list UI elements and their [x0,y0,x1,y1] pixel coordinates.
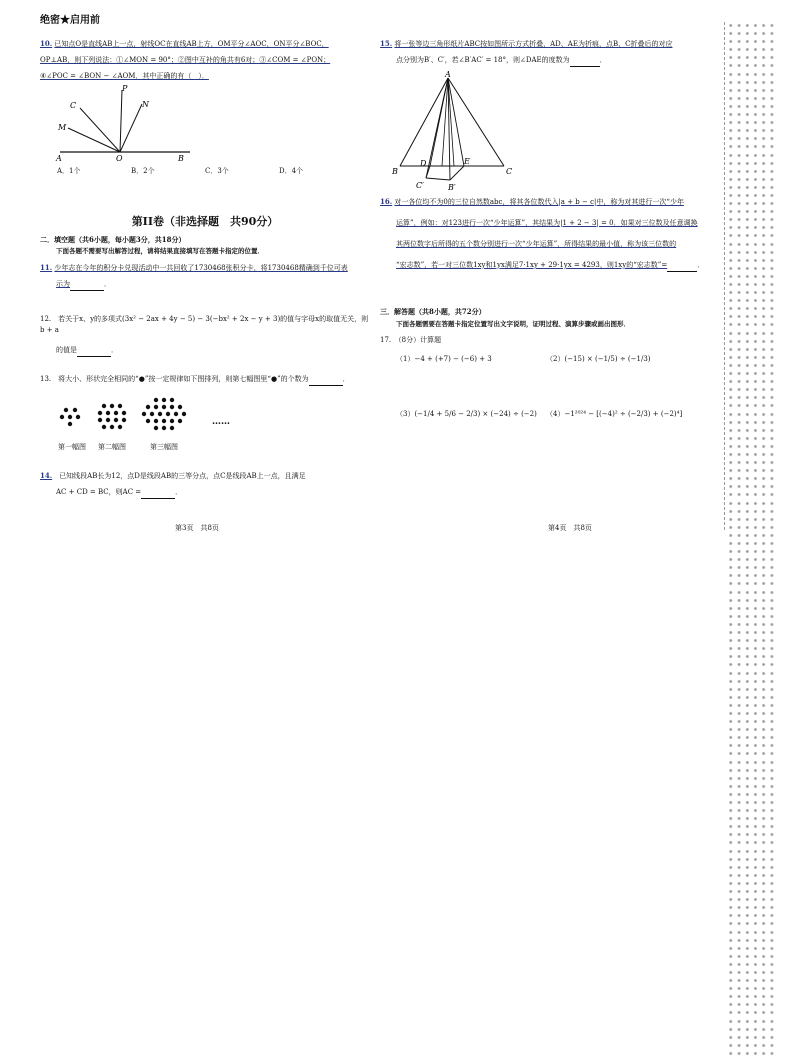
q10-options [57,166,357,177]
binding-strip-row: ❋ ❋ ❋ ❋ ❋ ❋ ❋ ❋ ❋ ❋ ❋ ❋ [729,135,775,151]
binding-strip-row: ❋ ❋ ❋ ❋ ❋ ❋ ❋ ❋ ❋ ❋ ❋ ❋ [729,297,775,313]
binding-strip-row: ❋ ❋ ❋ ❋ ❋ ❋ ❋ ❋ ❋ ❋ ❋ ❋ [729,361,775,378]
binding-strip-row: ❋ ❋ ❋ ❋ ❋ ❋ ❋ ❋ ❋ ❋ ❋ ❋ [729,426,775,442]
q14-number: 14. [40,471,53,480]
q17-part4: （4）−1²⁰²⁴ − [(−4)² ÷ (−2/3) + (−2)⁴] [546,410,683,418]
q12-line1: 若关于x、y的多项式(3x² − 2ax + 4y − 5) − 3(−bx² + 2x − y + 3)的值与字母x的取值无关，则b + a [40,315,369,334]
binding-strip-row: ❋ ❋ ❋ ❋ ❋ ❋ ❋ ❋ ❋ ❋ ❋ ❋ [729,216,775,232]
q17-title: （8分）计算题 [398,336,442,344]
q16-line1: 对一各位均不为0的三位自然数abc，将其各位数代入|a + b − c|中，称为对其进行一次“少年 [394,198,684,206]
fill-in-section-note: 下面各题不需要写出解答过程，请将结果直接填写在答题卡指定的位置． [56,247,264,255]
binding-strip-row: ❋ ❋ ❋ ❋ ❋ ❋ ❋ ❋ ❋ ❋ ❋ ❋ [729,993,775,1009]
q10-option-b[interactable]: B．2个 [131,167,155,175]
q11-line2: 示为 [56,280,70,288]
label-E: E [464,157,470,166]
binding-strip-row: ❋ ❋ ❋ ❋ ❋ ❋ ❋ ❋ ❋ ❋ ❋ ❋ [729,620,775,637]
left-page-footer: 第3页 共8页 [175,524,219,532]
binding-strip-row: ❋ ❋ ❋ ❋ ❋ ❋ ❋ ❋ ❋ ❋ ❋ ❋ [729,167,775,183]
binding-strip-row: ❋ ❋ ❋ ❋ ❋ ❋ ❋ ❋ ❋ ❋ ❋ ❋ [729,200,775,216]
q17-part3: （3）(−1/4 + 5/6 − 2/3) × (−24) ÷ (−2) [396,410,537,418]
part2-title: 第II卷（非选择题 共90分） [131,215,279,228]
binding-strip-row: ❋ ❋ ❋ ❋ ❋ ❋ ❋ ❋ ❋ ❋ ❋ ❋ [729,329,775,345]
binding-strip-row: ❋ ❋ ❋ ❋ ❋ ❋ ❋ ❋ ❋ ❋ ❋ ❋ [729,1041,775,1057]
q10-option-a[interactable]: A．1个 [57,167,81,175]
q16-line4: “宏志数”，若一对三位数1xy和1yx满足7·1xy + 29·1yx = 4293，则1xy的“宏志数”= [396,261,668,269]
binding-strip-row: ❋ ❋ ❋ ❋ ❋ ❋ ❋ ❋ ❋ ❋ ❋ ❋ [729,734,775,750]
binding-strip-row: ❋ ❋ ❋ ❋ ❋ ❋ ❋ ❋ ❋ ❋ ❋ ❋ [729,653,775,669]
question-12: 12. 若关于x、y的多项式(3x² − 2ax + 4y − 5) − 3(−bx² + 2x − y + 3)的值与字母x的取值无关，则b + a 的值是 ． [40,314,370,357]
binding-strip-row: ❋ ❋ ❋ ❋ ❋ ❋ ❋ ❋ ❋ ❋ ❋ ❋ [729,523,775,539]
solve-section-heading: 三．解答题（共8小题，共72分） [380,307,486,316]
q13-figure-3 [142,398,186,430]
question-10 [40,38,370,82]
label-N: N [142,100,149,109]
binding-strip-row: ❋ ❋ ❋ ❋ ❋ ❋ ❋ ❋ ❋ ❋ ❋ ❋ [729,378,775,394]
q14-line2: AC + CD = BC，则AC = [56,488,142,496]
label-M: M [58,123,67,132]
label-C-prime: C′ [416,181,424,190]
q10-option-c[interactable]: C．3个 [205,167,229,175]
binding-strip-row: ❋ ❋ ❋ ❋ ❋ ❋ ❋ ❋ ❋ ❋ ❋ ❋ [729,410,775,426]
q14-line1: 已知线段AB长为12，点D是线段AB的三等分点，点C是线段AB上一点，且满足 [59,472,306,480]
binding-strip-row: ❋ ❋ ❋ ❋ ❋ ❋ ❋ ❋ ❋ ❋ ❋ ❋ [729,264,775,280]
binding-strip-row: ❋ ❋ ❋ ❋ ❋ ❋ ❋ ❋ ❋ ❋ ❋ ❋ [729,718,775,734]
binding-strip-row: ❋ ❋ ❋ ❋ ❋ ❋ ❋ ❋ ❋ ❋ ❋ ❋ [729,86,775,102]
q13-answer-blank[interactable] [309,374,343,386]
solve-section-note: 下面各题需要在答题卡指定位置写出文字说明，证明过程、演算步骤或画出图形． [396,320,630,328]
binding-strip-row: ❋ ❋ ❋ ❋ ❋ ❋ ❋ ❋ ❋ ❋ ❋ ❋ [729,944,775,960]
question-11: 11. 少年志在今年的积分卡兑现活动中一共回收了1730468张积分卡，将1730468精确到千位可表 示为 ． [40,262,370,291]
q15-line2: 点分别为B′、C′，若∠B′AC′ = 18°，则∠DAE的度数为 [396,56,570,64]
binding-strip-row: ❋ ❋ ❋ ❋ ❋ ❋ ❋ ❋ ❋ ❋ ❋ ❋ [729,491,775,507]
binding-strip-row: ❋ ❋ ❋ ❋ ❋ ❋ ❋ ❋ ❋ ❋ ❋ ❋ [729,685,775,701]
binding-strip-row: ❋ ❋ ❋ ❋ ❋ ❋ ❋ ❋ ❋ ❋ ❋ ❋ [729,701,775,717]
binding-strip-row: ❋ ❋ ❋ ❋ ❋ ❋ ❋ ❋ ❋ ❋ ❋ ❋ [729,960,775,976]
binding-strip-row: ❋ ❋ ❋ ❋ ❋ ❋ ❋ ❋ ❋ ❋ ❋ ❋ [729,977,775,993]
q15-answer-blank[interactable] [570,55,600,67]
q13-number: 13. [40,375,52,383]
binding-strip-row: ❋ ❋ ❋ ❋ ❋ ❋ ❋ ❋ ❋ ❋ ❋ ❋ [729,604,775,620]
label-C: C [506,167,513,176]
binding-strip-row: ❋ ❋ ❋ ❋ ❋ ❋ ❋ ❋ ❋ ❋ ❋ ❋ [729,232,775,248]
q13-caption-1: 第一幅图 [58,443,86,451]
q10-option-d[interactable]: D．4个 [279,167,304,175]
binding-strip-row: ❋ ❋ ❋ ❋ ❋ ❋ ❋ ❋ ❋ ❋ ❋ ❋ [729,879,775,896]
binding-strip-row: ❋ ❋ ❋ ❋ ❋ ❋ ❋ ❋ ❋ ❋ ❋ ❋ [729,183,775,199]
binding-strip-row: ❋ ❋ ❋ ❋ ❋ ❋ ❋ ❋ ❋ ❋ ❋ ❋ [729,912,775,928]
q16-answer-blank[interactable] [667,259,697,272]
q13-line1: 将大小、形状完全相同的“●”按一定规律如下图排列，则第七幅图里“●”的个数为 [58,375,309,383]
q13-ellipsis: …… [212,417,230,427]
confidential-header: 绝密★启用前 [40,15,100,26]
binding-strip-row: ❋ ❋ ❋ ❋ ❋ ❋ ❋ ❋ ❋ ❋ ❋ ❋ [729,345,775,361]
binding-strip-row: ❋ ❋ ❋ ❋ ❋ ❋ ❋ ❋ ❋ ❋ ❋ ❋ [729,815,775,831]
binding-strip-row: ❋ ❋ ❋ ❋ ❋ ❋ ❋ ❋ ❋ ❋ ❋ ❋ [729,394,775,410]
q10-angle-figure [50,82,200,164]
binding-strip-row: ❋ ❋ ❋ ❋ ❋ ❋ ❋ ❋ ❋ ❋ ❋ ❋ [729,119,775,135]
binding-strip-row: ❋ ❋ ❋ ❋ ❋ ❋ ❋ ❋ ❋ ❋ ❋ ❋ [729,556,775,572]
label-C: C [70,101,77,110]
q17-part2: （2）(−15) × (−1/5) ÷ (−1/3) [546,355,651,363]
binding-strip-row: ❋ ❋ ❋ ❋ ❋ ❋ ❋ ❋ ❋ ❋ ❋ ❋ [729,459,775,475]
q10-number: 10. [40,39,53,48]
q10-line2: OP⊥AB，则下列说法：①∠MON = 90°；②图中互补的角共有6对；③∠COM = ∠PON； [40,56,331,64]
binding-strip-row: ❋ ❋ ❋ ❋ ❋ ❋ ❋ ❋ ❋ ❋ ❋ ❋ [729,669,775,685]
binding-strip-row: ❋ ❋ ❋ ❋ ❋ ❋ ❋ ❋ ❋ ❋ ❋ ❋ [729,70,775,86]
fill-in-section-heading: 二．填空题（共6小题，每小题3分，共18分） [40,235,186,244]
binding-strip-row: ❋ ❋ ❋ ❋ ❋ ❋ ❋ ❋ ❋ ❋ ❋ ❋ [729,847,775,863]
binding-strip-row: ❋ ❋ ❋ ❋ ❋ ❋ ❋ ❋ ❋ ❋ ❋ ❋ [729,248,775,264]
binding-strip-row: ❋ ❋ ❋ ❋ ❋ ❋ ❋ ❋ ❋ ❋ ❋ ❋ [729,782,775,798]
label-B-prime: B′ [448,183,456,192]
binding-strip-row: ❋ ❋ ❋ ❋ ❋ ❋ ❋ ❋ ❋ ❋ ❋ ❋ [729,572,775,588]
binding-strip-row: ❋ ❋ ❋ ❋ ❋ ❋ ❋ ❋ ❋ ❋ ❋ ❋ [729,588,775,604]
binding-strip-row: ❋ ❋ ❋ ❋ ❋ ❋ ❋ ❋ ❋ ❋ ❋ ❋ [729,1009,775,1025]
q11-number: 11. [40,263,53,272]
binding-strip-row: ❋ ❋ ❋ ❋ ❋ ❋ ❋ ❋ ❋ ❋ ❋ ❋ [729,313,775,329]
q15-number: 15. [380,39,393,48]
binding-strip-row: ❋ ❋ ❋ ❋ ❋ ❋ ❋ ❋ ❋ ❋ ❋ ❋ [729,281,775,297]
label-D: D [420,159,427,168]
q17-part1: （1）−4 + (+7) − (−6) + 3 [396,355,492,363]
q16-line3: 其两位数字后所得的五个数分别进行一次“少年运算”，所得结果的最小值，称为该三位数的 [396,240,677,248]
q13-figure-1 [60,408,80,426]
binding-strip-row: ❋ ❋ ❋ ❋ ❋ ❋ ❋ ❋ ❋ ❋ ❋ ❋ [729,475,775,491]
question-14: 14. 已知线段AB长为12，点D是线段AB的三等分点，点C是线段AB上一点，且满足 AC + CD = BC，则AC = ． [40,470,370,499]
q12-answer-blank[interactable] [77,345,111,357]
question-13: 13. 将大小、形状完全相同的“●”按一定规律如下图排列，则第七幅图里“●”的个数为 ． [40,374,370,386]
binding-strip-row: ❋ ❋ ❋ ❋ ❋ ❋ ❋ ❋ ❋ ❋ ❋ ❋ [729,54,775,70]
question-15: 15. 将一张等边三角形纸片ABC按如图所示方式折叠，AD、AE为折痕，点B、C折叠后的对应 点分别为B′、C′，若∠B′AC′ = 18°，则∠DAE的度数为 ． [380,38,710,67]
binding-strip-row: ❋ ❋ ❋ ❋ ❋ ❋ ❋ ❋ ❋ ❋ ❋ ❋ [729,750,775,766]
binding-strip-row: ❋ ❋ ❋ ❋ ❋ ❋ ❋ ❋ ❋ ❋ ❋ ❋ [729,637,775,653]
right-page-footer: 第4页 共8页 [548,524,592,532]
q13-captions [58,442,258,453]
q16-number: 16. [380,197,393,206]
binding-strip-row: ❋ ❋ ❋ ❋ ❋ ❋ ❋ ❋ ❋ ❋ ❋ ❋ [729,442,775,458]
question-16: 16. 对一各位均不为0的三位自然数abc，将其各位数代入|a + b − c|中，称为对其进行一次“少年 运算”，例如：对123进行一次“少年运算”，其结果为|1 + 2 − 3| = 0．如果对三位数及任意调换 其两位数字后所得的五个数分别进行一次“少年运算”，所得结果的最小值，称为该三位数的 “宏志数”，若一对三位数1xy和1yx满足7·1xy + 29·1yx = 4293，则1xy的“宏志数”= ． [380,196,710,272]
binding-strip-row: ❋ ❋ ❋ ❋ ❋ ❋ ❋ ❋ ❋ ❋ ❋ ❋ [729,1025,775,1041]
q16-line2: 运算”，例如：对123进行一次“少年运算”，其结果为|1 + 2 − 3| = 0．如果对三位数及任意调换 [396,219,698,227]
label-B: B [392,167,398,176]
label-A: A [445,70,451,79]
q14-answer-blank[interactable] [141,487,175,499]
binding-strip-row: ❋ ❋ ❋ ❋ ❋ ❋ ❋ ❋ ❋ ❋ ❋ ❋ [729,38,775,54]
binding-strip-row: ❋ ❋ ❋ ❋ ❋ ❋ ❋ ❋ ❋ ❋ ❋ ❋ [729,540,775,556]
label-B: B [178,154,184,163]
q13-caption-3: 第三幅图 [150,443,178,451]
q11-line1: 少年志在今年的积分卡兑现活动中一共回收了1730468张积分卡，将1730468精确到千位可表 [54,264,348,272]
binding-strip-row: ❋ ❋ ❋ ❋ ❋ ❋ ❋ ❋ ❋ ❋ ❋ ❋ [729,896,775,912]
q15-triangle-figure [390,70,520,194]
q10-line3: ④∠POC = ∠BON − ∠AOM．其中正确的有（ ）． [40,72,209,80]
binding-strip-row: ❋ ❋ ❋ ❋ ❋ ❋ ❋ ❋ ❋ ❋ ❋ ❋ [729,507,775,523]
q13-caption-2: 第二幅图 [98,443,126,451]
q12-line2: 的值是 [56,346,77,354]
binding-strip-row: ❋ ❋ ❋ ❋ ❋ ❋ ❋ ❋ ❋ ❋ ❋ ❋ [729,151,775,167]
binding-strip-row: ❋ ❋ ❋ ❋ ❋ ❋ ❋ ❋ ❋ ❋ ❋ ❋ [729,766,775,782]
binding-strip-row: ❋ ❋ ❋ ❋ ❋ ❋ ❋ ❋ ❋ ❋ ❋ ❋ [729,863,775,879]
label-P: P [122,84,128,93]
binding-strip-row: ❋ ❋ ❋ ❋ ❋ ❋ ❋ ❋ ❋ ❋ ❋ ❋ [729,102,775,119]
binding-strip-pattern [724,22,778,1057]
q15-line1: 将一张等边三角形纸片ABC按如图所示方式折叠，AD、AE为折痕，点B、C折叠后的对应 [394,40,673,48]
binding-strip-row: ❋ ❋ ❋ ❋ ❋ ❋ ❋ ❋ ❋ ❋ ❋ ❋ [729,22,775,38]
q11-answer-blank[interactable] [70,279,104,291]
q12-number: 12. [40,315,52,323]
label-O: O [116,154,123,163]
label-A: A [56,154,62,163]
q10-line1: 已知点O是直线AB上一点，射线OC在直线AB上方，OM平分∠AOC，ON平分∠BOC， [54,40,329,48]
binding-strip-row: ❋ ❋ ❋ ❋ ❋ ❋ ❋ ❋ ❋ ❋ ❋ ❋ [729,831,775,847]
q13-figure-2 [98,404,126,429]
q13-dot-patterns [58,396,238,432]
binding-strip-row: ❋ ❋ ❋ ❋ ❋ ❋ ❋ ❋ ❋ ❋ ❋ ❋ [729,928,775,944]
q17-number: 17. [380,336,392,344]
binding-strip-row: ❋ ❋ ❋ ❋ ❋ ❋ ❋ ❋ ❋ ❋ ❋ ❋ [729,799,775,815]
question-17 [380,335,441,346]
